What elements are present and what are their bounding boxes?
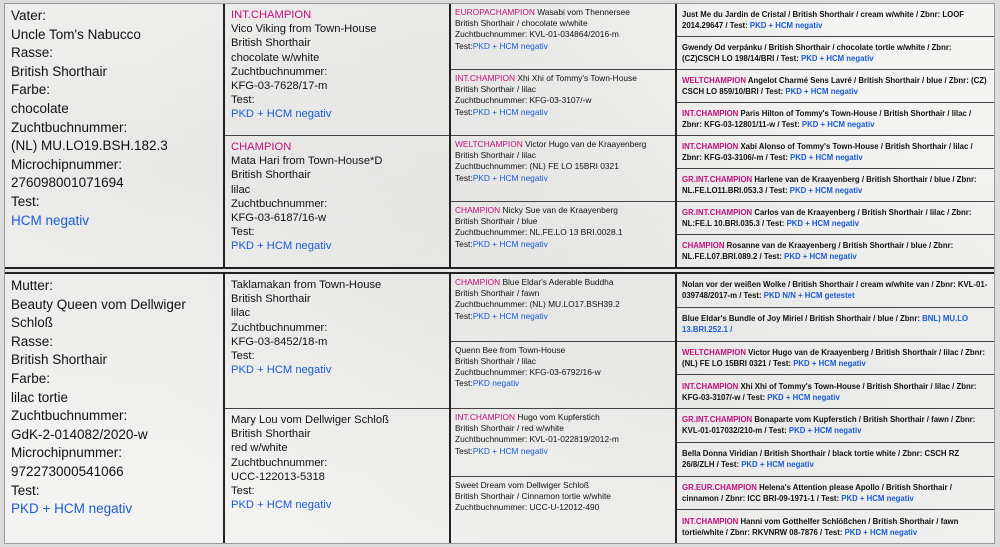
ancestor-test: PKD N/N + HCM getestet	[763, 291, 855, 301]
ggp-test: PKD + HCM negativ	[472, 40, 548, 51]
ggp-line: British Shorthair / fawn	[455, 288, 540, 299]
grandparent-line: Test:	[231, 94, 255, 107]
ancestor-title: INT.CHAMPION	[682, 516, 739, 526]
ancestor-test: PKD + HCM negativ	[841, 493, 914, 503]
grandparent-line: Zuchtbuchnummer:	[231, 65, 328, 78]
mother-line: Schloß	[11, 315, 54, 331]
ggp-line: British Shorthair / Cinnamon tortie w/white	[455, 490, 611, 501]
grandparent-name: Mary Lou vom Dellwiger Schloß	[231, 414, 389, 426]
ggp-test: PKD + HCM negativ	[472, 445, 548, 456]
father-line: Zuchtbuchnummer:	[11, 119, 128, 135]
mother-line: Mutter:	[11, 278, 54, 293]
grandparents-maternal	[225, 274, 451, 543]
ancestor-text: Carlos van de Kraayenberg / British Shorthair / lilac / Zbnr: NL:FE.L 10.BRI.035.3 / Test:	[682, 208, 972, 228]
ancestor-test: PKD + HCM negativ	[749, 21, 823, 30]
grandparents-paternal	[225, 4, 451, 267]
mother-line: Microchipnummer:	[11, 445, 123, 461]
grandparent-line: British Shorthair	[231, 37, 311, 50]
ancestor-text: Nolan vor der weißen Wolke / British Shorthair / cream w/white van / Zbnr: KVL-01-039748/2017-m / Test:	[682, 280, 988, 301]
grandparent-test: PKD + HCM negativ	[231, 108, 332, 121]
grandparent-line: Zuchtbuchnummer:	[231, 456, 328, 469]
ancestor-test: PKD + HCM negativ	[784, 252, 857, 261]
ggp-test-label: Test:	[455, 106, 473, 117]
grandparent-line: Test:	[231, 350, 255, 363]
grandparent-line: Test:	[231, 485, 255, 498]
ggp-line: British Shorthair / lilac	[455, 150, 536, 161]
ggp-title: CHAMPION	[455, 205, 501, 215]
ancestor-cell	[677, 136, 994, 169]
mother-line: 972273000541066	[11, 463, 124, 479]
ancestor-cell	[677, 375, 994, 409]
ancestor-cell	[677, 37, 994, 70]
ancestor-test: PKD + HCM negativ	[788, 426, 862, 436]
ancestor-test: PKD + HCM negativ	[793, 358, 866, 368]
gen4-paternal	[677, 4, 994, 267]
ggp-test: PKD + HCM negativ	[472, 172, 548, 183]
ancestor-text: Victor Hugo van de Kraayenberg / British Shorthair / lilac / Zbnr: (NL) FE LO 15BRI 0321 / Test:	[682, 347, 985, 368]
ancestor-test: PKD + HCM negativ	[785, 87, 858, 96]
ggp-name: Nicky Sue van de Kraayenberg	[502, 205, 618, 215]
grandparent-line: Test:	[231, 226, 255, 239]
ggp-line: Zuchtbuchnummer: UCC-U-12012-490	[455, 501, 600, 512]
ancestor-test: PKD + HCM negativ	[790, 153, 863, 162]
ancestor-title: INT.CHAMPION	[682, 109, 739, 118]
ancestor-text: Bonaparte vom Kupferstich / British Shorthair / fawn / Zbnr: KVL-01-017032/210-m / Test:	[682, 415, 976, 436]
ggp-name: Victor Hugo van de Kraayenberg	[525, 139, 647, 149]
great-grandparent-cell	[451, 274, 675, 342]
great-grandparent-cell	[451, 202, 675, 267]
grandparent-line: KFG-03-7628/17-m	[231, 80, 328, 93]
great-grandparent-cell	[451, 4, 675, 70]
grandparent-line: lilac	[231, 307, 251, 320]
mother-line: British Shorthair	[11, 352, 108, 368]
mother-test: PKD + HCM negativ	[11, 501, 133, 517]
ggp-line: Zuchtbuchnummer: KFG-03-6792/16-w	[455, 366, 601, 377]
ggp-line: British Shorthair / lilac	[455, 355, 536, 366]
ancestor-cell	[677, 70, 994, 103]
ggp-title: CHAMPION	[455, 277, 501, 287]
ancestor-text: Rosanne van de Kraayenberg / British Shorthair / blue / Zbnr: NL.FE.L07.BRI.089.2 / Test:	[682, 241, 954, 261]
ancestor-text: Blue Eldar's Bundle of Joy Miriel / British Shorthair / blue / Zbnr:	[682, 314, 920, 324]
ancestor-text: Hanni vom Gotthelfer Schlößchen / British Shorthair / fawn tortie/white / Zbnr: RKVNRW 08-7876 / Test:	[682, 516, 959, 537]
great-grandparent-cell	[451, 136, 675, 202]
ancestor-test: PKD + HCM negativ	[789, 186, 863, 195]
ggp-line: Zuchtbuchnummer: KVL-01-034864/2016-m	[455, 29, 619, 40]
ancestor-title: GR.EUR.CHAMPION	[682, 482, 757, 492]
ancestor-cell	[677, 4, 994, 37]
father-line: Rasse:	[11, 45, 54, 61]
grandparent-name: Mata Hari from Town-House*D	[231, 155, 383, 168]
ancestor-text: Helena's Attention please Apollo / British Shorthair / cinnamon / Zbnr: ICC BRI-09-1971-1 / Test:	[682, 482, 952, 503]
grandparent-name: Taklamakan from Town-House	[231, 279, 382, 291]
father-line: Uncle Tom's Nabucco	[11, 26, 141, 42]
ancestor-text: Gwendy Od verpánku / British Shorthair / chocolate tortie w/white / Zbnr:(CZ)CSCH LO 198/14/BRI / Test:	[682, 43, 952, 63]
mother-line: Rasse:	[11, 333, 54, 349]
ggp-line: Zuchtbuchnummer: KFG-03-3107/-w	[455, 95, 592, 106]
ggp-title: EUROPACHAMPION	[455, 7, 535, 17]
ancestor-test: PKD + HCM negativ	[844, 527, 918, 537]
grandparent-test: PKD + HCM negativ	[231, 364, 332, 377]
grandparent-title: INT.CHAMPION	[231, 9, 312, 21]
ancestor-title: WELTCHAMPION	[682, 76, 746, 85]
ggp-name: Wasabi vom Thennersee	[537, 7, 630, 17]
ggp-test-label: Test:	[455, 445, 473, 456]
grandparent-cell	[225, 409, 449, 543]
ggp-test-label: Test:	[455, 40, 473, 51]
ggp-line: British Shorthair / red w/white	[455, 423, 564, 434]
ancestor-title: GR.INT.CHAMPION	[682, 415, 753, 425]
ggp-test-label: Test:	[455, 238, 473, 249]
ancestor-text: Xhi Xhi of Tommy's Town-House / British Shorthair / lilac / Zbnr: KFG-03-3107/-w / Test:	[682, 381, 977, 402]
grandparent-line: British Shorthair	[231, 428, 311, 441]
mother-line: Zuchtbuchnummer:	[11, 408, 128, 424]
ggp-test: PKD + HCM negativ	[472, 238, 548, 249]
ggp-title: WELTCHAMPION	[455, 139, 523, 149]
ancestor-text: Bella Donna Viridian / British Shorthair / black tortie white / Zbnr: CSCH RZ 26/8/ZLH / Test:	[682, 449, 960, 470]
ancestor-cell	[677, 308, 994, 342]
ancestor-cell	[677, 342, 994, 376]
great-grandparent-cell	[451, 342, 675, 410]
ancestor-cell	[677, 235, 994, 267]
ancestor-cell	[677, 103, 994, 136]
father-cell	[5, 4, 225, 267]
ggp-line: Zuchtbuchnummer: NL.FE.LO 13 BRI.0028.1	[455, 227, 623, 238]
ancestor-test: PKD + HCM negativ	[741, 460, 814, 470]
ancestor-title: GR.INT.CHAMPION	[682, 208, 753, 217]
father-section	[5, 4, 994, 267]
ggp-test-label: Test:	[455, 378, 473, 389]
ggp-name: Blue Eldar's Aderable Buddha	[502, 277, 614, 287]
grandparent-line: British Shorthair	[231, 293, 311, 306]
mother-section	[5, 274, 994, 543]
ggp-name: Hugo vom Kupferstich	[517, 412, 600, 422]
ancestor-text: Paris Hilton of Tommy's Town-House / British Shorthair / lilac / Zbnr: KFG-03-12801/11-w / Test:	[682, 109, 972, 129]
grandparent-line: KFG-03-8452/18-m	[231, 335, 328, 348]
father-line: Farbe:	[11, 82, 51, 98]
gen4-maternal	[677, 274, 994, 543]
ancestor-title: INT.CHAMPION	[682, 381, 739, 391]
father-line: British Shorthair	[11, 63, 108, 79]
ggp-test: PKD negativ	[472, 378, 520, 389]
grandparent-test: PKD + HCM negativ	[231, 499, 332, 512]
ancestor-text: Angelot Charmé Sens Lavré / British Shorthair / blue / Zbnr: (CZ) CSCH LO 859/10/BRI / Test:	[682, 76, 987, 96]
ancestor-test: PKD + HCM negativ	[801, 120, 875, 129]
mother-line: GdK-2-014082/2020-w	[11, 426, 148, 442]
ancestor-cell	[677, 409, 994, 443]
ggp-title: INT.CHAMPION	[455, 73, 516, 83]
ancestor-cell	[677, 202, 994, 235]
father-line: (NL) MU.LO19.BSH.182.3	[11, 138, 168, 154]
ggp-line: British Shorthair / blue	[455, 216, 538, 227]
section-divider	[5, 267, 994, 274]
ancestor-cell	[677, 274, 994, 308]
grandparent-line: British Shorthair	[231, 169, 311, 182]
great-grandparent-cell	[451, 70, 675, 136]
ancestor-test: PKD + HCM negativ	[801, 54, 874, 63]
father-line: Vater:	[11, 8, 47, 23]
grandparent-cell	[225, 136, 449, 267]
mother-line: Test:	[11, 482, 40, 498]
ggp-name: Sweet Dream vom Dellwiger Schloß	[455, 479, 590, 490]
ancestor-title: CHAMPION	[682, 241, 725, 250]
ancestor-text: Xabi Alonso of Tommy's Town-House / British Shorthair / lilac / Zbnr: KFG-03-3106/-m / Test:	[682, 142, 973, 162]
grandparent-cell	[225, 274, 449, 409]
grandparent-line: UCC-122013-5318	[231, 470, 325, 483]
grandparent-line: KFG-03-6187/16-w	[231, 212, 327, 225]
ancestor-test: BNL) MU.LO 13.BRI.252.1 /	[682, 314, 969, 335]
father-test: HCM negativ	[11, 212, 90, 228]
ggp-line: British Shorthair / chocolate w/white	[455, 18, 588, 29]
grandparent-title: CHAMPION	[231, 141, 292, 153]
ancestor-text: Just Me du Jardin de Cristal / British Shorthair / cream w/white / Zbnr: LOOF 2014.29647 / Test:	[682, 10, 965, 30]
ggp-test-label: Test:	[455, 310, 473, 321]
ggp-test: PKD + HCM negativ	[472, 310, 548, 321]
pedigree-sheet	[4, 3, 995, 544]
father-line: Test:	[11, 193, 40, 209]
mother-cell	[5, 274, 225, 543]
great-grandparents-maternal	[451, 274, 677, 543]
mother-line: lilac tortie	[11, 389, 69, 405]
ancestor-title: GR.INT.CHAMPION	[682, 175, 753, 184]
father-line: Microchipnummer:	[11, 156, 123, 172]
ancestor-text: Harlene van de Kraayenberg / British Shorthair / blue / Zbnr: NL.FE.LO11.BRI.053.3 / Test:	[682, 175, 977, 195]
grandparent-line: lilac	[231, 183, 251, 196]
ancestor-cell	[677, 510, 994, 543]
ancestor-test: PKD + HCM negativ	[767, 392, 840, 402]
ggp-name: Xhi Xhi of Tommy's Town-House	[517, 73, 637, 83]
ancestor-title: WELTCHAMPION	[682, 347, 746, 357]
ggp-line: Zuchtbuchnummer: (NL) FE LO 15BRI 0321	[455, 161, 619, 172]
grandparent-test: PKD + HCM negativ	[231, 240, 332, 253]
grandparent-line: chocolate w/white	[231, 51, 320, 64]
ggp-line: Zuchtbuchnummer: (NL) MU.LO17.BSH39.2	[455, 299, 620, 310]
grandparent-cell	[225, 4, 449, 136]
ggp-line: Zuchtbuchnummer: KVL-01-022819/2012-m	[455, 434, 619, 445]
grandparent-line: Zuchtbuchnummer:	[231, 321, 328, 334]
father-line: chocolate	[11, 100, 69, 116]
mother-line: Beauty Queen vom Dellwiger	[11, 296, 186, 312]
ggp-test-label: Test:	[455, 172, 473, 183]
ggp-name: Quenn Bee from Town-House	[455, 344, 566, 355]
great-grandparent-cell	[451, 477, 675, 544]
father-line: 276098001071694	[11, 175, 124, 191]
ancestor-test: PKD + HCM negativ	[786, 219, 860, 228]
grandparent-line: Zuchtbuchnummer:	[231, 197, 328, 210]
great-grandparent-cell	[451, 409, 675, 477]
ancestor-cell	[677, 477, 994, 511]
ggp-title: INT.CHAMPION	[455, 412, 516, 422]
ancestor-title: INT.CHAMPION	[682, 142, 739, 151]
mother-line: Farbe:	[11, 370, 51, 386]
great-grandparents-paternal	[451, 4, 677, 267]
ancestor-cell	[677, 169, 994, 202]
ggp-test: PKD + HCM negativ	[472, 106, 548, 117]
grandparent-line: red w/white	[231, 442, 288, 455]
ancestor-cell	[677, 443, 994, 477]
ggp-line: British Shorthair / lilac	[455, 84, 536, 95]
grandparent-name: Vico Viking from Town-House	[231, 23, 377, 36]
